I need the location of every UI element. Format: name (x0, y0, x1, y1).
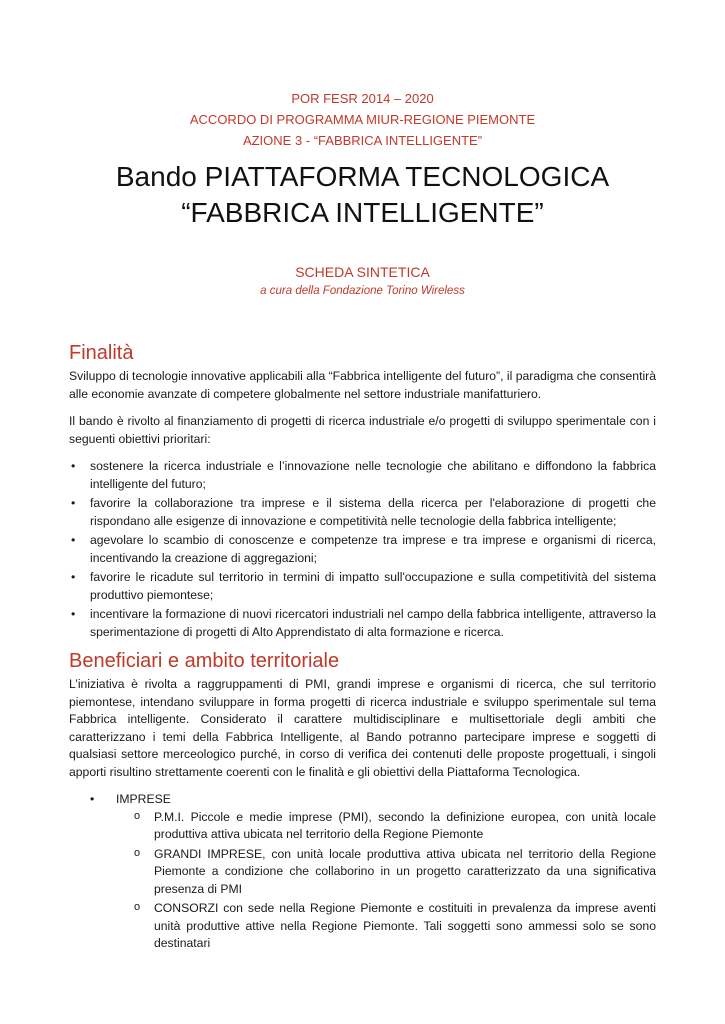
document-header (0, 88, 725, 231)
list-item: • sostenere la ricerca industriale e l’innovazione nelle tecnologie che abilitano e diffondono la fabbrica intelligente del futuro; (69, 458, 656, 493)
list-item: • incentivare la formazione di nuovi ricercatori industriali nel campo della fabbrica intelligente, attraverso la sperimentazione di progetti di Alto Apprendistato di alta formazione e ricerca. (69, 606, 656, 641)
list-item: o CONSORZI con sede nella Regione Piemonte e costituiti in prevalenza da imprese aventi unità produttive attive nella Regione Piemonte. Tali soggetti sono ammessi solo se sono destinatari (134, 900, 656, 953)
list-item: • favorire le ricadute sul territorio in termini di impatto sull'occupazione e sulla competitività del sistema produttivo piemontese; (69, 569, 656, 604)
header-agreement: ACCORDO DI PROGRAMMA MIUR-REGIONE PIEMONTE (189, 112, 536, 127)
imprese-sublist (116, 809, 656, 953)
list-item: • agevolare lo scambio di conoscenze e competenze tra imprese e tra imprese e organismi di ricerca, incentivando la creazione di aggregazioni; (69, 532, 656, 567)
finalita-paragraph-2: Il bando è rivolto al finanziamento di progetti di ricerca industriale e/o progetti di sviluppo sperimentale con i seguenti obiettivi prioritari: (69, 414, 656, 446)
title-line-2: “FABBRICA INTELLIGENTE” (181, 197, 544, 228)
header-action: AZIONE 3 - “FABBRICA INTELLIGENTE” (242, 133, 483, 148)
objectives-list (69, 458, 656, 641)
imprese-label: IMPRESE (116, 792, 171, 806)
list-item: o GRANDI IMPRESE, con unità locale produttiva attiva ubicata nel territorio della Regione Piemonte a condizione che collaborino in un progetto caratterizzato da una significativa presenza di PMI (134, 846, 656, 899)
beneficiari-list (69, 791, 656, 953)
scheda-author: a cura della Fondazione Torino Wireless (260, 285, 465, 297)
heading-finalita: Finalità (69, 342, 134, 364)
title-line-1: Bando PIATTAFORMA TECNOLOGICA (115, 161, 610, 192)
heading-beneficiari: Beneficiari e ambito territoriale (69, 650, 340, 672)
document-title (0, 159, 725, 231)
finalita-paragraph-1: Sviluppo di tecnologie innovative applicabili alla “Fabbrica intelligente del futuro”, il paradigma che consentirà alle economie avanzate di competere globalmente nel settore industriale manifatturiero. (69, 369, 656, 401)
section-beneficiari (69, 648, 656, 955)
scheda-title: SCHEDA SINTETICA (295, 264, 430, 280)
list-item-imprese (90, 791, 656, 953)
scheda-block (0, 262, 725, 300)
list-item: o P.M.I. Piccole e medie imprese (PMI), secondo la definizione europea, con unità locale produttiva attiva ubicata nel territorio della Regione Piemonte (134, 809, 656, 844)
header-program: POR FESR 2014 – 2020 (291, 91, 434, 106)
section-finalita (69, 340, 656, 647)
beneficiari-paragraph: L’iniziativa è rivolta a raggruppamenti di PMI, grandi imprese e organismi di ricerca, che sul territorio piemontese, intendano sviluppare in forma progetti di ricerca industriale e sviluppo sperimentale sul tema Fabbrica intelligente. Considerato il carattere multidisciplinare e multisettoriale degli ambiti che caratterizzano i temi della Fabbrica Intelligente, al Bando potranno partecipare imprese e soggetti di qualsiasi settore merceologico purché, in corso di verifica dei contenuti delle proposte progettuali, i singoli apporti risultino strettamente coerenti con le finalità e gli obiettivi della Piattaforma Tecnologica. (69, 677, 656, 779)
list-item: • favorire la collaborazione tra imprese e il sistema della ricerca per l'elaborazione di progetti che rispondano alle esigenze di innovazione e competitività nelle tecnologie della fabbrica intelligente; (69, 495, 656, 530)
